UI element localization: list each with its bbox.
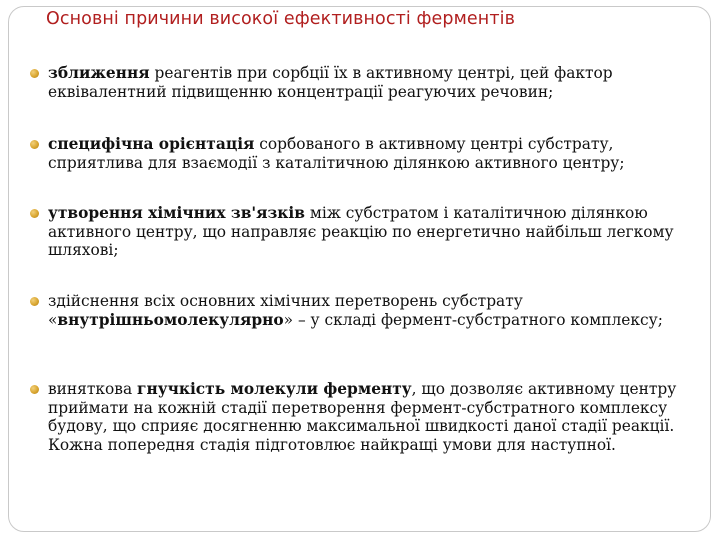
bullet-item xyxy=(48,135,708,172)
bullet-item xyxy=(48,204,708,260)
bullet-bold-term: утворення хімічних зв'язків xyxy=(48,204,305,222)
bullet-text: сорбованого в активному центрі субстрату, сприятлива для взаємодії з каталітичною ділянкою активного центру; xyxy=(48,135,625,172)
bullet-icon xyxy=(30,209,39,218)
bullet-text: » – у складі фермент-субстратного комплексу; xyxy=(283,310,663,329)
bullet-icon xyxy=(30,69,39,78)
bullet-icon xyxy=(30,140,39,149)
bullet-bold-term: гнучкість молекули ферменту xyxy=(137,380,412,398)
slide-title: Основні причини високої ефективності ферментів xyxy=(46,9,516,29)
bullet-bold-term: зближення xyxy=(48,64,150,82)
bullet-prefix: виняткова xyxy=(48,380,138,398)
bullet-text: , що дозволяє активному центру приймати на кожній стадії перетворення фермент-субстратного комплексу будову, що сприяє досягненню максимальної швидкості даної стадії реакції. Кожна попередня стадія підготовлює найкращі умови для наступної. xyxy=(48,380,677,454)
bullet-bold-term: специфічна орієнтація xyxy=(48,135,255,153)
bullet-item xyxy=(48,64,708,101)
bullet-text: між субстратом і каталітичною ділянкою активного центру, що направляє реакцію по енергетично найбільш легкому шляхові; xyxy=(48,204,674,260)
bullet-icon xyxy=(30,297,39,306)
bullet-prefix: здійснення всіх основних хімічних перетворень субстрату « xyxy=(48,292,523,329)
bullet-bold-term: внутрішньомолекулярно xyxy=(57,310,284,329)
bullet-item xyxy=(48,292,708,329)
bullet-text: реагентів при сорбції їх в активному центрі, цей фактор еквівалентний підвищенню концентрації реагуючих речовин; xyxy=(48,64,613,101)
bullet-icon xyxy=(30,385,39,394)
bullet-item xyxy=(48,380,708,454)
